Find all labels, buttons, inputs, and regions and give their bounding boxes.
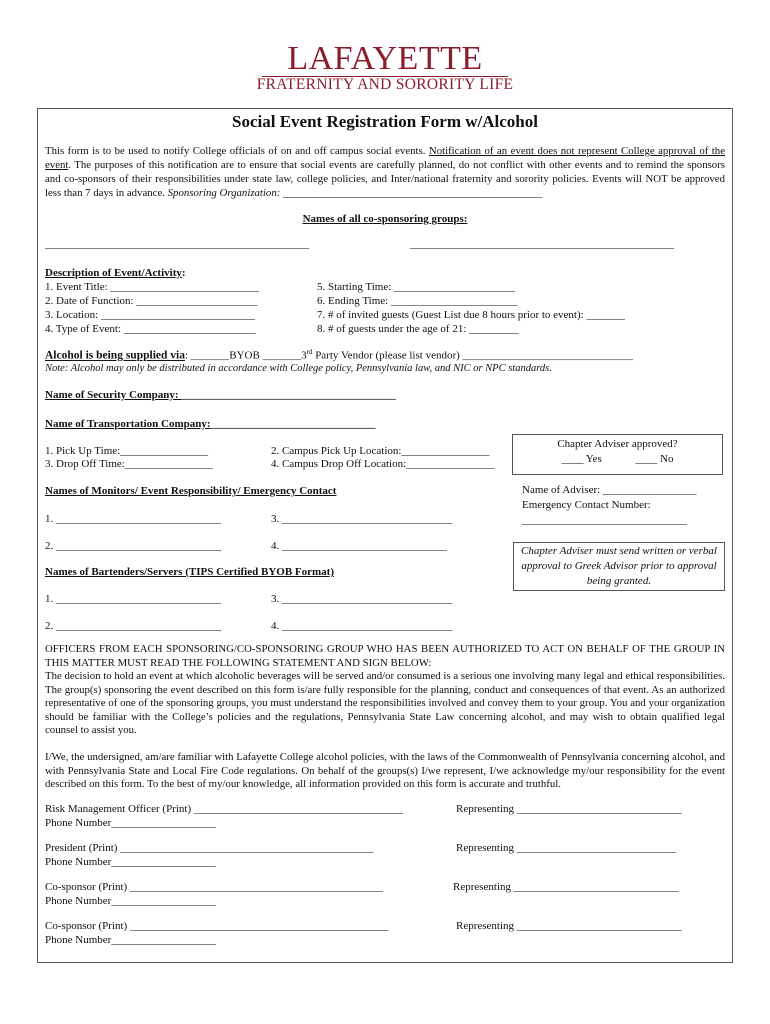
bartender-field-2[interactable]: 2. ______________________________ [45, 620, 221, 632]
event-field-title[interactable]: 1. Event Title: ___________________________ [45, 281, 259, 293]
alcohol-vendor-field[interactable]: Party Vendor (please list vendor) _______________________________ [312, 349, 634, 362]
bartender-field-1[interactable]: 1. ______________________________ [45, 593, 221, 605]
dropoff-time-field[interactable]: 3. Drop Off Time:________________ [45, 458, 213, 470]
monitor-field-2[interactable]: 2. ______________________________ [45, 540, 221, 552]
transport-field[interactable]: ______________________________ [210, 418, 376, 430]
acknowledgement-paragraph: I/We, the undersigned, am/are familiar with Lafayette College alcohol policies, with the laws of the Commonwealth of Pennsylvania concerning alcohol, and with Pennsylvania State and Local Fire Code regulations. On behalf of the groups(s) I/we represent, I/we acknowledge my/our responsibility for the event described on this form. To the best of my/our knowledge, all information provided on this form is accurate and truthful. [45, 751, 725, 790]
signer-cosponsor-1-field[interactable]: Co-sponsor (Print) ______________________________________________ [45, 881, 383, 893]
monitor-field-3[interactable]: 3. _______________________________ [271, 513, 453, 525]
event-field-location[interactable]: 3. Location: ____________________________ [45, 309, 255, 321]
form-title: Social Event Registration Form w/Alcohol [232, 112, 538, 131]
pickup-time-field[interactable]: 1. Pick Up Time:________________ [45, 445, 209, 457]
event-field-under-21[interactable]: 8. # of guests under the age of 21: _________ [317, 323, 519, 335]
alcohol-row [45, 348, 633, 362]
logo-wordmark: LAFAYETTE [287, 40, 483, 77]
intro-underlined-text: Notification of an event does not represent College approval of the event [45, 145, 725, 171]
monitor-field-1[interactable]: 1. ______________________________ [45, 513, 221, 525]
alcohol-options[interactable]: : _______BYOB _______3 [184, 349, 307, 362]
adviser-yes-option[interactable]: ____ Yes [561, 453, 602, 465]
monitors-heading: Names of Monitors/ Event Responsibility/ Emergency Contact [45, 485, 337, 497]
officers-body: The decision to hold an event at which alcoholic beverages will be served and/or consumed is a serious one involving many legal and ethical responsibilities. The group(s) sponsoring the event described on this form is/are fully responsible for the planning, conduct and consequences of that event. As an authorized representative of one of the sponsoring groups, you must understand the responsibilities involved and convey them to your group. You and your organization should be familiar with the College’s policies and the regulations, Pennsylvania State Law concerning alcohol, and may wish to obtain qualified legal counsel to assist you. [45, 670, 725, 736]
signer-cosponsor-1-phone[interactable]: Phone Number___________________ [45, 895, 216, 907]
officers-statement-block [45, 643, 725, 738]
campus-pickup-field[interactable]: 2. Campus Pick Up Location:________________ [271, 445, 490, 457]
adviser-note-box: Chapter Adviser must send written or verbal approval to Greek Advisor prior to approval being granted. [513, 542, 725, 591]
intro-paragraph [45, 144, 725, 200]
cosponsor-heading: Names of all co-sponsoring groups: [302, 213, 468, 225]
logo-subtitle: FRATERNITY AND SORORITY LIFE [256, 76, 514, 93]
event-field-type[interactable]: 4. Type of Event: ________________________ [45, 323, 256, 335]
signer-president-phone[interactable]: Phone Number___________________ [45, 856, 216, 868]
signer-cosponsor-2-phone[interactable]: Phone Number___________________ [45, 934, 216, 946]
intro-text-2: . The purposes of this notification are to ensure that social events are carefully planned, do not conflict with other events and to remind the sponsors and co-sponsors of their responsibilities under state law, college policies, and Inter/national fraternity and sorority policies. Events will NOT be approved less than 7 days in advance. [45, 159, 725, 199]
description-heading-wrap [45, 267, 186, 279]
officers-statement: OFFICERS FROM EACH SPONSORING/CO-SPONSORING GROUP WHO HAS BEEN AUTHORIZED TO ACT ON BEHALF OF THE GROUP IN THIS MATTER MUST READ THE FOLLOWING STATEMENT AND SIGN BELOW: [45, 643, 725, 669]
security-label: Name of Security Company: [45, 389, 182, 401]
monitor-field-4[interactable]: 4. ______________________________ [271, 540, 447, 552]
adviser-no-option[interactable]: ____ No [635, 453, 674, 465]
signer-president-representing[interactable]: Representing _____________________________ [456, 842, 677, 854]
adviser-approval-options [513, 452, 722, 467]
bartenders-heading: Names of Bartenders/Servers (TIPS Certified BYOB Format) [45, 566, 334, 578]
adviser-approval-box [512, 434, 723, 475]
adviser-name-field[interactable]: Name of Adviser: _________________ [522, 484, 697, 496]
transport-label: Name of Transportation Company: [45, 418, 211, 430]
signer-risk-officer-field[interactable]: Risk Management Officer (Print) ______________________________________ [45, 803, 403, 815]
adviser-emergency-label: Emergency Contact Number: [522, 499, 651, 511]
adviser-emergency-field[interactable]: ______________________________ [522, 514, 687, 526]
security-field[interactable]: _______________________________________ [181, 389, 396, 401]
signer-risk-officer-phone[interactable]: Phone Number___________________ [45, 817, 216, 829]
event-field-invited-guests[interactable]: 7. # of invited guests (Guest List due 8 hours prior to event): _______ [317, 309, 625, 321]
form-border [37, 108, 733, 963]
adviser-approved-label: Chapter Adviser approved? [557, 438, 678, 450]
signer-risk-officer-representing[interactable]: Representing ______________________________ [456, 803, 682, 815]
description-heading: Description of Event/Activity [45, 267, 182, 279]
bartender-field-3[interactable]: 3. _______________________________ [271, 593, 453, 605]
cosponsor-field-2[interactable]: ________________________________________________ [410, 238, 674, 250]
security-row [45, 389, 396, 401]
event-field-date[interactable]: 2. Date of Function: ______________________ [45, 295, 258, 307]
alcohol-note: Note: Alcohol may only be distributed in accordance with College policy, Pennsylvania law, and NIC or NPC standards. [45, 363, 552, 374]
signer-cosponsor-2-representing[interactable]: Representing ______________________________ [456, 920, 682, 932]
signer-cosponsor-1-representing[interactable]: Representing ______________________________ [453, 881, 679, 893]
description-colon: : [181, 267, 186, 279]
sponsoring-org-field[interactable]: ________________________________________________ [283, 187, 543, 199]
signer-president-field[interactable]: President (Print) ______________________________________________ [45, 842, 374, 854]
alcohol-label: Alcohol is being supplied via [45, 349, 185, 362]
event-field-end-time[interactable]: 6. Ending Time: _______________________ [317, 295, 518, 307]
campus-dropoff-field[interactable]: 4. Campus Drop Off Location:________________ [271, 458, 495, 470]
intro-text-1: This form is to be used to notify College officials of on and off campus social events. [45, 145, 426, 157]
bartender-field-4[interactable]: 4. _______________________________ [271, 620, 453, 632]
signer-cosponsor-2-field[interactable]: Co-sponsor (Print) _______________________________________________ [45, 920, 389, 932]
sponsoring-org-label: Sponsoring Organization: [167, 187, 281, 199]
alcohol-sup: rd [306, 348, 313, 356]
transport-row [45, 418, 376, 430]
cosponsor-field-1[interactable]: ________________________________________________ [45, 238, 309, 250]
event-field-start-time[interactable]: 5. Starting Time: ______________________ [317, 281, 516, 293]
